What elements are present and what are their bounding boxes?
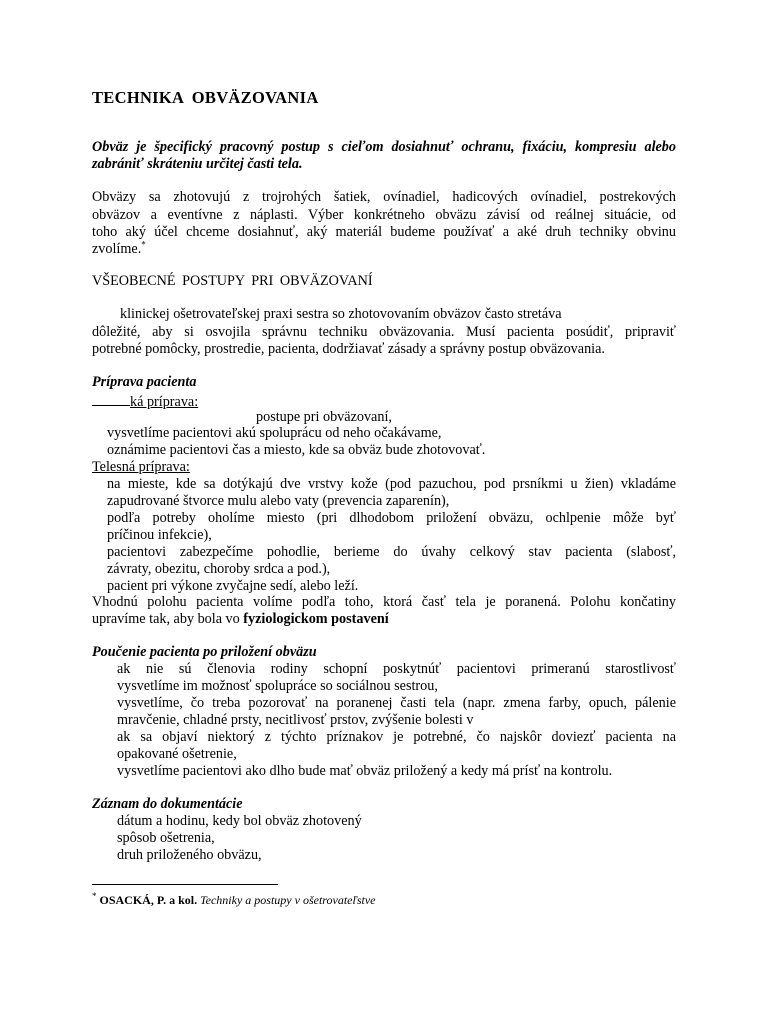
footnote-author: OSACKÁ, P. a kol. [99,893,198,907]
footnote-mark: * [92,891,97,901]
instruction-line-6: opakované ošetrenie, [117,746,237,762]
psych-item-1: postupe pri obväzovaní, [256,409,392,425]
psych-label-text: ká príprava: [130,394,199,410]
physical-preparation-label: Telesná príprava: [92,459,190,475]
general-line-2: dôležité, aby si osvojila správnu techniku obväzovania. Musí pacienta posúdiť, pripraviť [92,324,676,340]
intro-line-3: toho aký účel chceme dosiahnuť, aký materiál budeme používať a aké druh techniky obvinu [92,224,676,240]
instruction-line-7: vysvetlíme pacientovi ako dlho bude mať obväz priložený a kedy má prísť na kontrolu. [117,763,613,779]
footnote [92,893,376,908]
preparation-heading: Príprava pacienta [92,374,197,390]
physical-line-2: zapudrované štvorce mulu alebo vaty (prevencia zaparenín), [107,493,450,509]
intro-line-4-text: zvolíme. [92,241,142,257]
definition-line-2: zabrániť skráteniu určitej časti tela. [92,156,303,172]
psych-preparation-label [92,392,198,411]
documentation-item-1: dátum a hodinu, kedy bol obväz zhotovený [117,813,362,829]
footnote-separator [92,884,278,885]
position-line-1: Vhodnú polohu pacienta volíme podľa toho, ktorá časť tela je poranená. Polohu končatiny [92,594,676,610]
instruction-heading: Poučenie pacienta po priložení obväzu [92,644,317,660]
intro-line-1: Obväzy sa zhotovujú z trojrohých šatiek, ovínadiel, hadicových ovínadiel, postrekových [92,189,676,205]
position-line-2-text: upravíme tak, aby bola vo [92,611,244,627]
general-line-3: potrebné pomôcky, prostredie, pacienta, dodržiavať zásady a správny postup obväzovania. [92,341,605,357]
psych-item-3: oznámime pacientovi čas a miesto, kde sa obväz bude zhotovovať. [107,442,486,458]
footnote-reference: * [141,239,146,250]
section-heading-general: VŠEOBECNÉ POSTUPY PRI OBVÄZOVANÍ [92,273,373,289]
psych-item-2: vysvetlíme pacientovi akú spoluprácu od neho očakávame, [107,425,442,441]
instruction-line-4: mravčenie, chladné prsty, necitlivosť prstov, zvýšenie bolesti v [117,712,474,728]
intro-line-2: obväzov a eventívne z náplasti. Výber konkrétneho obväzu závisí od reálnej situácie, od [92,207,676,223]
physical-line-4: príčinou infekcie), [107,527,212,543]
documentation-heading: Záznam do dokumentácie [92,796,243,812]
documentation-item-3: druh priloženého obväzu, [117,847,262,863]
position-emphasis: fyziologickom postavení [243,611,389,627]
psych-label-gap [92,392,130,406]
instruction-line-5: ak sa objaví niektorý z týchto príznakov je potrebné, čo najskôr doviezť pacienta na [117,729,676,745]
position-line-2 [92,611,389,628]
instruction-line-2: vysvetlíme im možnosť spolupráce so sociálnou sestrou, [117,678,438,694]
page-title: TECHNIKA OBVÄZOVANIA [92,88,319,107]
physical-line-3: podľa potreby oholíme miesto (pri dlhodobom priložení obväzu, ochlpenie môže byť [107,510,676,526]
physical-line-7: pacient pri výkone zvyčajne sedí, alebo leží. [107,578,359,594]
instruction-line-3: vysvetlíme, čo treba pozorovať na poranenej časti tela (napr. zmena farby, opuch, pálenie [117,695,676,711]
documentation-item-2: spôsob ošetrenia, [117,830,215,846]
footnote-work: Techniky a postupy v ošetrovateľstve [200,893,376,907]
definition-line-1: Obväz je špecifický pracovný postup s cieľom dosiahnuť ochranu, fixáciu, kompresiu alebo [92,139,676,155]
instruction-line-1: ak nie sú členovia rodiny schopní poskytnúť pacientovi primeranú starostlivosť [117,661,676,677]
physical-line-5: pacientovi zabezpečíme pohodlie, berieme do úvahy celkový stav pacienta (slabosť, [107,544,676,560]
intro-line-4 [92,241,146,258]
physical-line-6: závraty, obezitu, choroby srdca a pod.), [107,561,331,577]
physical-line-1: na mieste, kde sa dotýkajú dve vrstvy kože (pod pazuchou, pod prsníkmi u žien) vkladáme [107,476,676,492]
general-line-1: klinickej ošetrovateľskej praxi sestra so zhotovovaním obväzov často stretáva [120,306,562,322]
